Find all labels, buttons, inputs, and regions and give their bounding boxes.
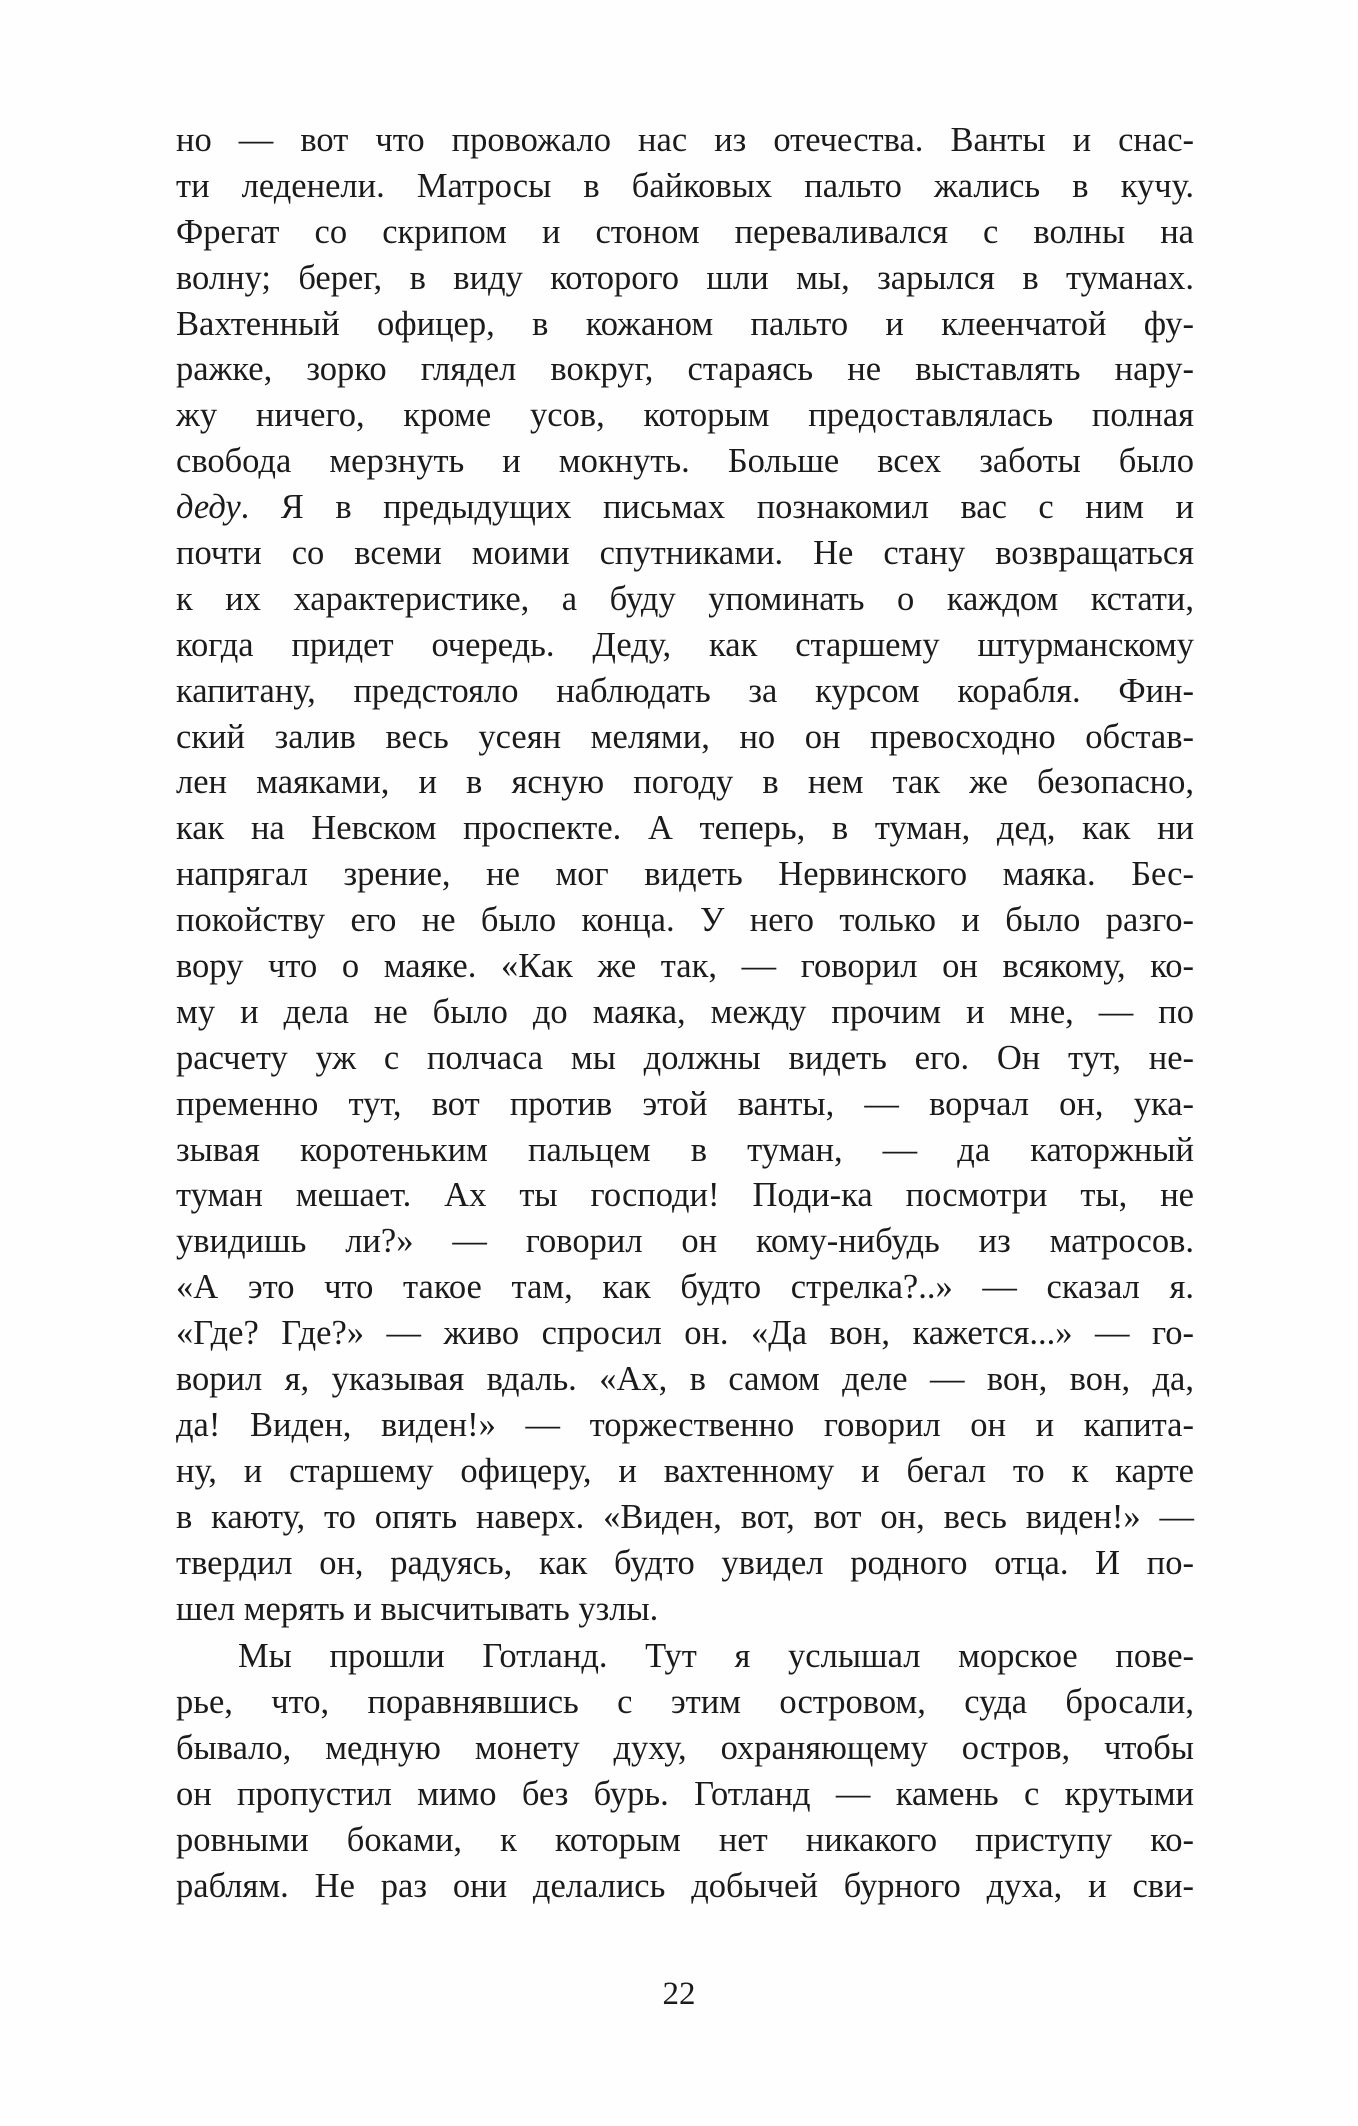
text-line: но — вот что провожало нас из отечества. Ванты и снас- [176, 121, 1194, 159]
text-line: зывая коротеньким пальцем в туман, — да каторжный [176, 1130, 1194, 1169]
text-line: напрягал зрение, не мог видеть Нервинского маяка. Бес- [176, 855, 1194, 894]
text-line: к их характеристике, а буду упоминать о каждом кстати, [176, 579, 1194, 618]
text-line: увидишь ли?» — говорил он кому-нибудь из матросов. [176, 1222, 1194, 1261]
text-line: волну; берег, в виду которого шли мы, зарылся в туманах. [176, 258, 1194, 297]
text-line: как на Невском проспекте. А теперь, в туман, дед, как ни [176, 809, 1194, 848]
text-line: свобода мерзнуть и мокнуть. Больше всех заботы было [176, 442, 1194, 481]
text-line: му и дела не было до маяка, между прочим и мне, — по [176, 992, 1194, 1031]
text-line: ражке, зорко глядел вокруг, стараясь не выставлять нару- [176, 350, 1194, 389]
text-line: рье, что, поравнявшись с этим островом, суда бросали, [176, 1683, 1194, 1722]
text-line: бывало, медную монету духу, охраняющему остров, чтобы [176, 1729, 1194, 1768]
text-line: в каюту, то опять наверх. «Виден, вот, вот он, весь виден!» — [176, 1497, 1194, 1536]
text-line: капитану, предстояло наблюдать за курсом корабля. Фин- [176, 671, 1194, 710]
text-line: деду. Я в предыдущих письмах познакомил вас с ним и [176, 488, 1194, 527]
text-line: он пропустил мимо без бурь. Готланд — камень с крутыми [176, 1775, 1194, 1814]
text-line: ну, и старшему офицеру, и вахтенному и бегал то к карте [176, 1451, 1194, 1490]
body-text [176, 118, 1194, 1910]
text-line: лен маяками, и в ясную погоду в нем так же безопасно, [176, 763, 1194, 802]
text-line: твердил он, радуясь, как будто увидел родного отца. И по- [176, 1543, 1194, 1582]
text-line: Фрегат со скрипом и стоном переваливался с волны на [176, 212, 1194, 251]
text-line: Мы прошли Готланд. Тут я услышал морское пове- [238, 1637, 1194, 1676]
text-line: ти леденели. Матросы в байковых пальто жались в кучу. [176, 166, 1194, 205]
text-line: да! Виден, виден!» — торжественно говорил он и капита- [176, 1405, 1194, 1444]
text-line: когда придет очередь. Деду, как старшему штурманскому [176, 625, 1194, 664]
text-line: вору что о маяке. «Как же так, — говорил он всякому, ко- [176, 947, 1194, 986]
text-line: раблям. Не раз они делались добычей бурного духа, и сви- [176, 1866, 1194, 1905]
text-line: ский залив весь усеян мелями, но он превосходно обстав- [176, 717, 1194, 756]
text-line: «Где? Где?» — живо спросил он. «Да вон, кажется...» — го- [176, 1314, 1194, 1353]
text-line: туман мешает. Ах ты господи! Поди-ка посмотри ты, не [176, 1176, 1194, 1215]
text-line: шел мерять и высчитывать узлы. [176, 1589, 659, 1628]
text-line: пременно тут, вот против этой ванты, — ворчал он, ука- [176, 1084, 1194, 1123]
text-line: покойству его не было конца. У него только и было разго- [176, 901, 1194, 940]
text-line: Вахтенный офицер, в кожаном пальто и клеенчатой фу- [176, 304, 1194, 343]
text-line: ворил я, указывая вдаль. «Ах, в самом деле — вон, вон, да, [176, 1360, 1194, 1399]
text-line: почти со всеми моими спутниками. Не стану возвращаться [176, 534, 1194, 573]
page-number: 22 [662, 1976, 696, 2012]
text-line: «А это что такое там, как будто стрелка?..» — сказал я. [176, 1268, 1194, 1307]
text-line: расчету уж с полчаса мы должны видеть его. Он тут, не- [176, 1038, 1194, 1077]
text-line: жу ничего, кроме усов, которым предоставлялась полная [176, 396, 1194, 435]
text-line: ровными боками, к которым нет никакого приступу ко- [176, 1820, 1194, 1859]
